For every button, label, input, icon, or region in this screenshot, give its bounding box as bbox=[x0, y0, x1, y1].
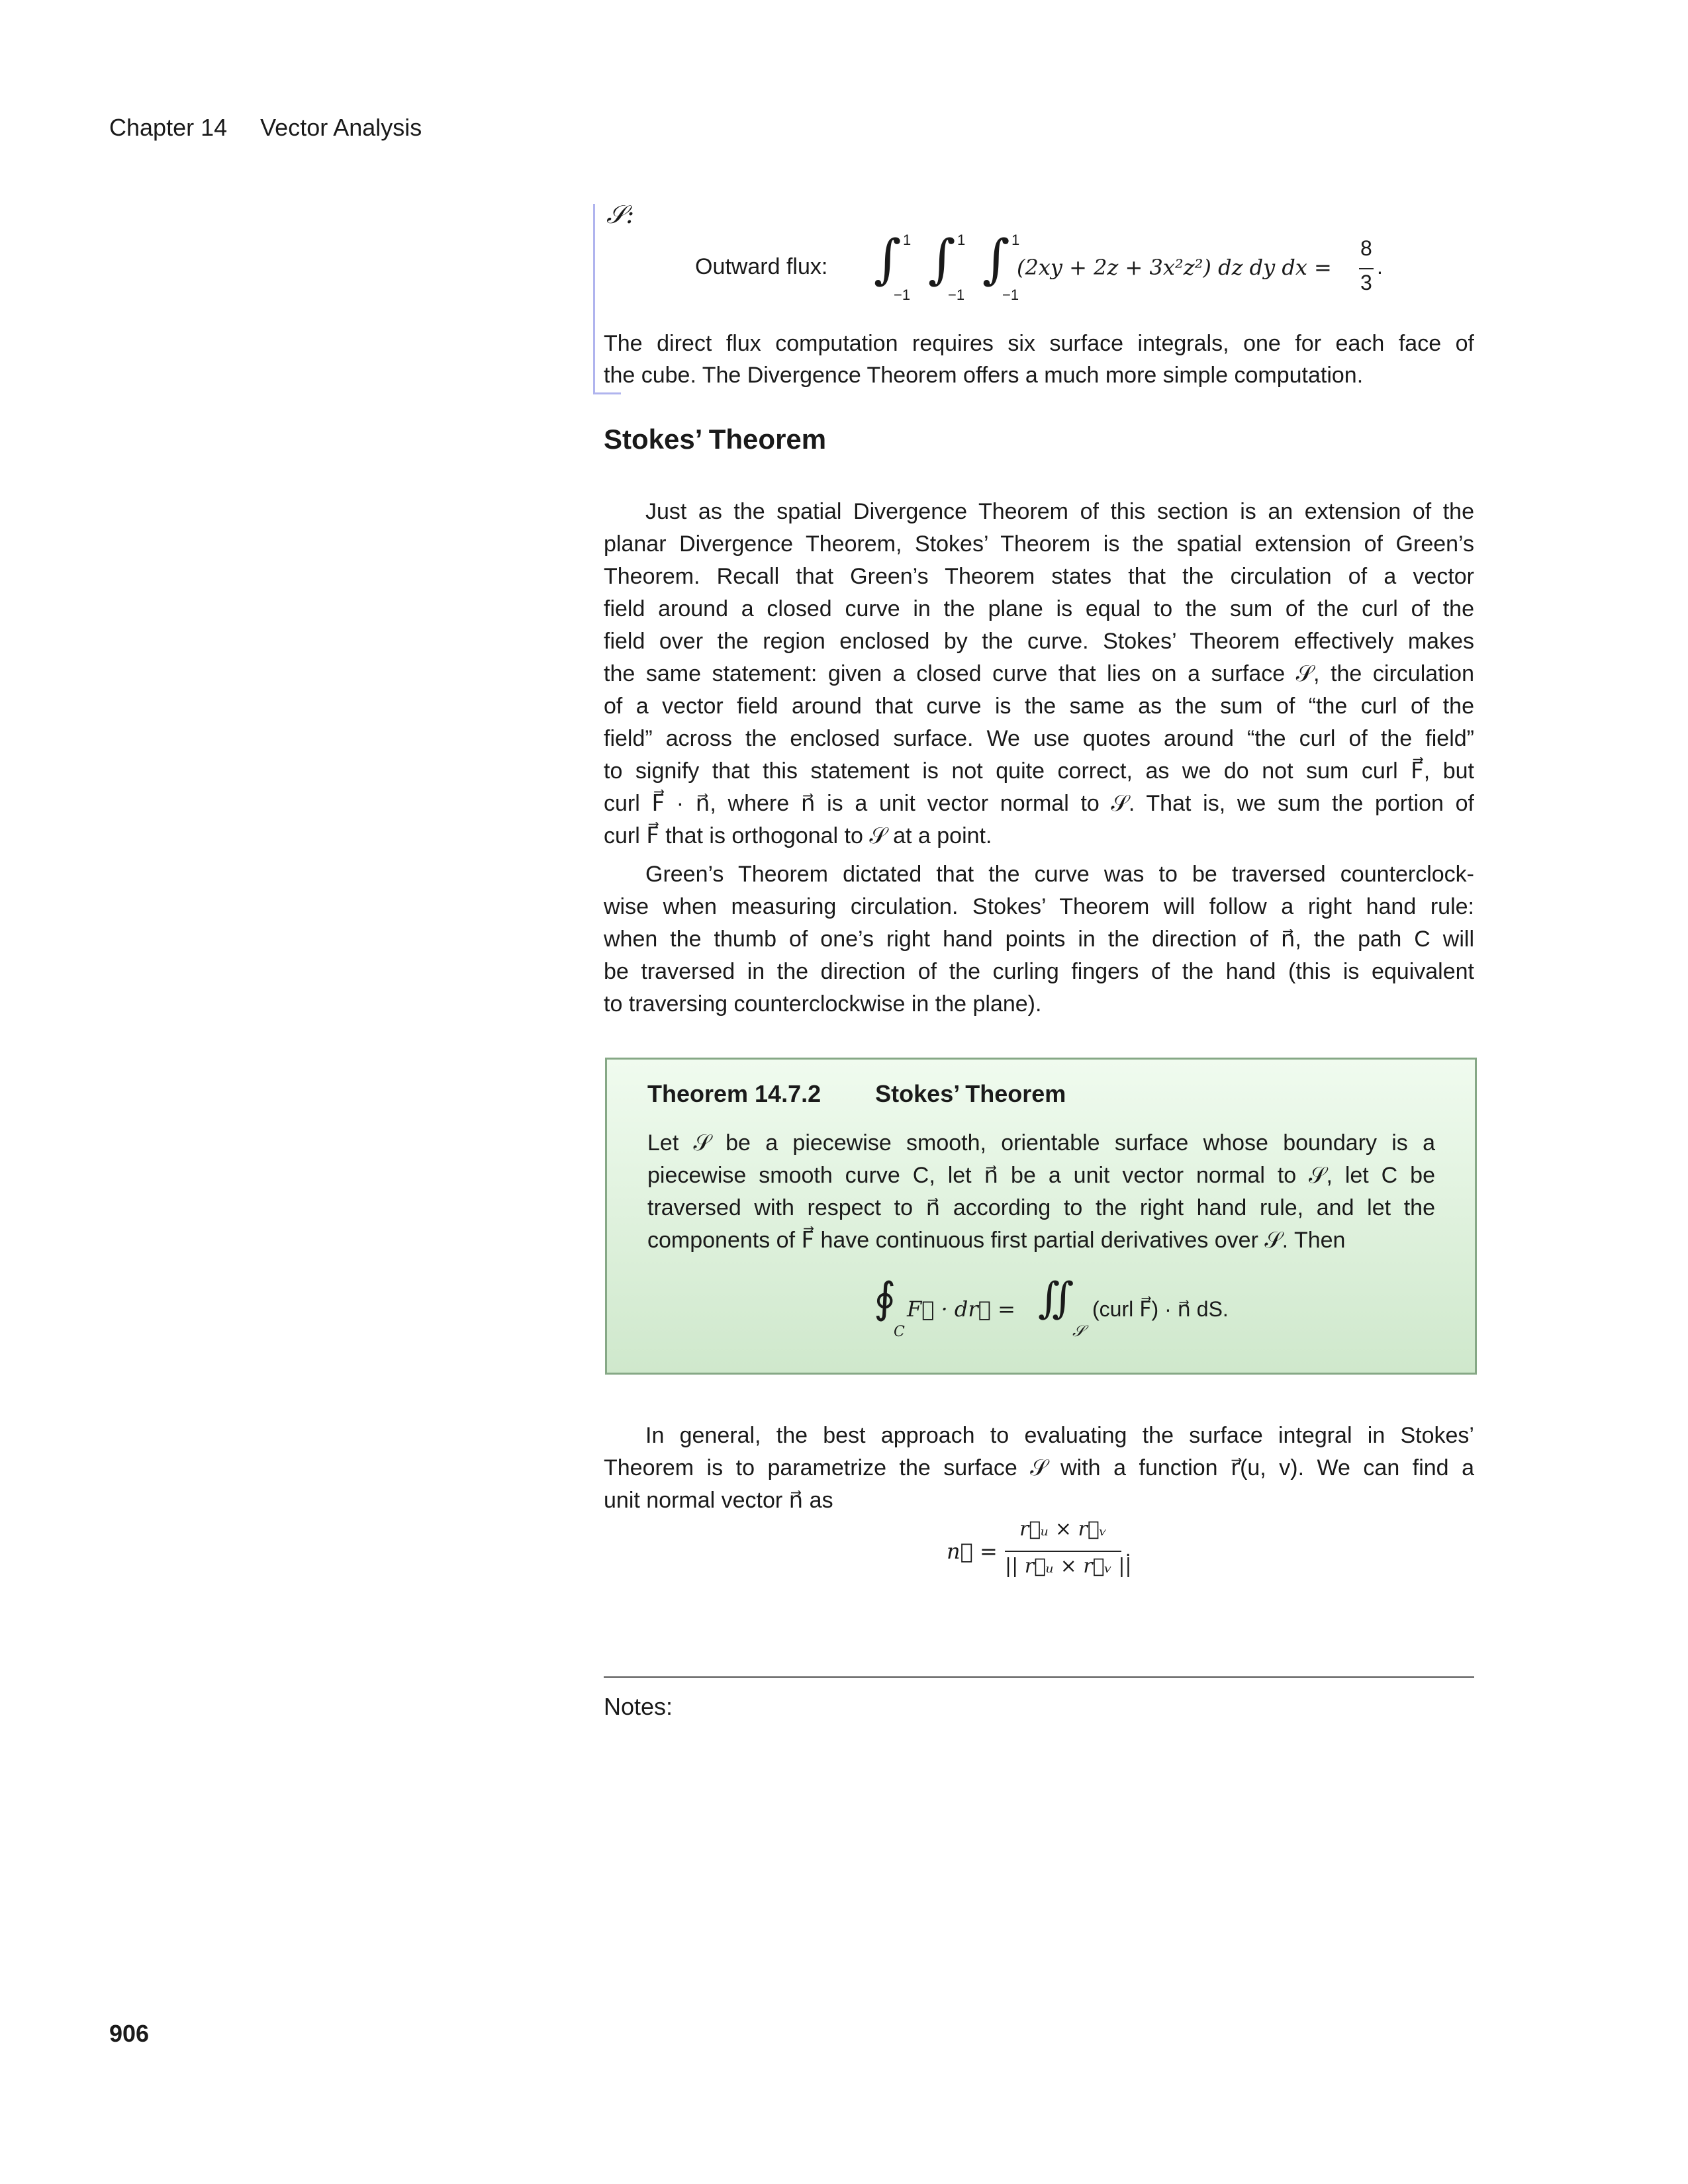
text-line: planar Divergence Theorem, Stokes’ Theorem is the spatial extension of Green’s bbox=[604, 531, 1474, 557]
fraction-bar bbox=[1005, 1551, 1121, 1552]
contour-integral-sign: ∮ bbox=[874, 1274, 896, 1323]
triple-integral bbox=[874, 228, 1417, 314]
text-line: the same statement: given a closed curve that lies on a surface 𝒮, the circulation bbox=[604, 661, 1474, 686]
theorem-line: components of F⃗ have continuous first partial derivatives over 𝒮. Then bbox=[647, 1228, 1346, 1253]
theorem-name: Stokes’ Theorem bbox=[875, 1080, 1066, 1107]
normal-lhs: n⃗ = bbox=[947, 1539, 998, 1564]
upper-limit: 1 bbox=[903, 232, 912, 248]
lower-limit: −1 bbox=[894, 287, 911, 303]
formula-end: . bbox=[1125, 1539, 1131, 1561]
upper-limit: 1 bbox=[1011, 232, 1020, 248]
notes-label: Notes: bbox=[604, 1693, 673, 1720]
upper-limit: 1 bbox=[957, 232, 966, 248]
normal-numerator: r⃗ᵤ × r⃗ᵥ bbox=[1019, 1518, 1107, 1541]
page-number: 906 bbox=[109, 2020, 150, 2047]
running-header bbox=[109, 114, 422, 142]
text-line: The direct flux computation requires six surface integrals, one for each face of bbox=[604, 331, 1474, 356]
chapter-label: Chapter 14 bbox=[109, 114, 228, 141]
double-integral-sign: ∬ bbox=[1038, 1274, 1074, 1323]
formula-lhs: F⃗ · dr⃗ = bbox=[907, 1297, 1015, 1322]
normal-denominator: || r⃗ᵤ × r⃗ᵥ || bbox=[1005, 1555, 1132, 1578]
fraction-end: . bbox=[1377, 255, 1383, 279]
integrand: (2xy + 2z + 3x²z²) dz dy dx = bbox=[1017, 255, 1332, 280]
text-line: In general, the best approach to evaluating the surface integral in Stokes’ bbox=[645, 1423, 1474, 1448]
normal-vector-formula bbox=[947, 1512, 1145, 1598]
text-line: when the thumb of one’s right hand points in the direction of n⃗, the path C will bbox=[604, 927, 1474, 952]
text-line: Green’s Theorem dictated that the curve was to be traversed counterclock- bbox=[645, 862, 1474, 887]
fraction-denominator: 3 bbox=[1360, 271, 1372, 295]
theorem-line: piecewise smooth curve C, let n⃗ be a unit vector normal to 𝒮, let C be bbox=[647, 1163, 1435, 1188]
contour-subscript: C bbox=[894, 1324, 905, 1340]
example-margin-foot bbox=[593, 392, 621, 394]
integral-sign: ∫ bbox=[982, 228, 1010, 290]
text-line: field over the region enclosed by the curve. Stokes’ Theorem effectively makes bbox=[604, 629, 1474, 654]
example-margin-bar bbox=[593, 204, 595, 394]
lower-limit: −1 bbox=[948, 287, 965, 303]
text-line: of a vector field around that curve is the same as the sum of “the curl of the bbox=[604, 694, 1474, 719]
surface-label: 𝒮: bbox=[606, 200, 635, 229]
stokes-formula bbox=[874, 1274, 1271, 1353]
surface-subscript: 𝒮 bbox=[1072, 1322, 1085, 1340]
lower-limit: −1 bbox=[1002, 287, 1019, 303]
theorem-line: Let 𝒮 be a piecewise smooth, orientable surface whose boundary is a bbox=[647, 1130, 1435, 1156]
text-line: field around a closed curve in the plane is equal to the sum of the curl of the bbox=[604, 596, 1474, 621]
text-line: field” across the enclosed surface. We use quotes around “the curl of the field” bbox=[604, 726, 1474, 751]
fraction-numerator: 8 bbox=[1360, 236, 1372, 260]
text-line: to traversing counterclockwise in the plane). bbox=[604, 991, 1042, 1017]
fraction-bar bbox=[1359, 268, 1374, 269]
text-line: the cube. The Divergence Theorem offers a much more simple computation. bbox=[604, 363, 1364, 388]
notes-divider bbox=[604, 1676, 1474, 1678]
text-line: be traversed in the direction of the curling fingers of the hand (this is equivalent bbox=[604, 959, 1474, 984]
text-line: unit normal vector n⃗ as bbox=[604, 1488, 833, 1513]
text-line: to signify that this statement is not quite correct, as we do not sum curl F⃗, but bbox=[604, 758, 1474, 784]
text-line: wise when measuring circulation. Stokes’ Theorem will follow a right hand rule: bbox=[604, 894, 1474, 919]
theorem-line: traversed with respect to n⃗ according to the right hand rule, and let the bbox=[647, 1195, 1435, 1220]
theorem-number: Theorem 14.7.2 bbox=[647, 1080, 821, 1107]
flux-label: Outward flux: bbox=[695, 254, 828, 279]
integral-sign: ∫ bbox=[928, 228, 956, 290]
text-line: curl F⃗ that is orthogonal to 𝒮 at a point. bbox=[604, 823, 992, 848]
formula-rhs: (curl F⃗) · n⃗ dS. bbox=[1092, 1297, 1229, 1321]
chapter-title: Vector Analysis bbox=[260, 114, 422, 141]
text-line: curl F⃗ · n⃗, where n⃗ is a unit vector normal to 𝒮. That is, we sum the portion of bbox=[604, 791, 1474, 816]
section-title: Stokes’ Theorem bbox=[604, 424, 827, 455]
integral-sign: ∫ bbox=[874, 228, 902, 290]
text-line: Theorem is to parametrize the surface 𝒮 with a function r⃗(u, v). We can find a bbox=[604, 1455, 1474, 1480]
text-line: Just as the spatial Divergence Theorem of this section is an extension of the bbox=[645, 499, 1474, 524]
text-line: Theorem. Recall that Green’s Theorem states that the circulation of a vector bbox=[604, 564, 1474, 589]
theorem-heading bbox=[647, 1080, 1066, 1108]
